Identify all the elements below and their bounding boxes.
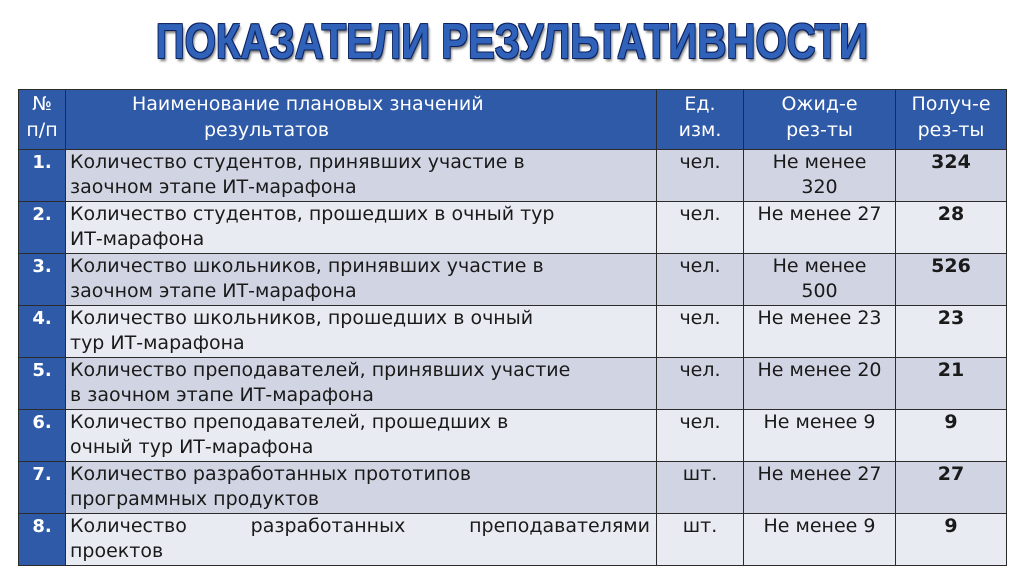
row-name: Количество преподавателей, принявших участие в заочном этапе ИТ-марафона [66,358,657,410]
row-number: 3. [19,254,66,306]
row-name: Количество разработанных преподавателями проектов [66,514,657,566]
row-name: Количество разработанных прототипов программных продуктов [66,462,657,514]
row-name: Количество школьников, прошедших в очный тур ИТ-марафона [66,306,657,358]
row-unit: шт. [657,514,744,566]
row-number: 2. [19,202,66,254]
row-received: 9 [896,410,1007,462]
page-title: ПОКАЗАТЕЛИ РЕЗУЛЬТАТИВНОСТИ [155,15,869,69]
header-received: Получ-е рез-ты [896,90,1007,150]
header-num: № п/п [19,90,66,150]
row-received: 28 [896,202,1007,254]
table-row [19,254,1007,306]
row-name: Количество преподавателей, прошедших в очный тур ИТ-марафона [66,410,657,462]
table-row [19,514,1007,566]
table-row [19,410,1007,462]
table-row [19,202,1007,254]
row-unit: чел. [657,358,744,410]
row-number: 5. [19,358,66,410]
row-expected: Не менее 20 [744,358,896,410]
row-number: 4. [19,306,66,358]
row-unit: чел. [657,254,744,306]
row-name: Количество школьников, принявших участие в заочном этапе ИТ-марафона [66,254,657,306]
table-row [19,150,1007,202]
header-name: Наименование плановых значений результатов [66,90,657,150]
row-unit: чел. [657,202,744,254]
row-received: 526 [896,254,1007,306]
row-expected: Не менее 9 [744,410,896,462]
row-received: 27 [896,462,1007,514]
row-number: 1. [19,150,66,202]
row-number: 6. [19,410,66,462]
row-unit: чел. [657,410,744,462]
row-expected: Не менее 23 [744,306,896,358]
row-number: 8. [19,514,66,566]
row-unit: чел. [657,306,744,358]
table-row [19,462,1007,514]
row-received: 324 [896,150,1007,202]
row-received: 21 [896,358,1007,410]
header-expected: Ожид-е рез-ты [744,90,896,150]
table-row [19,358,1007,410]
table-row [19,306,1007,358]
header-unit: Ед. изм. [657,90,744,150]
row-received: 9 [896,514,1007,566]
row-expected: Не менее 27 [744,202,896,254]
row-expected: Не менее 500 [744,254,896,306]
results-table [18,89,1007,566]
row-number: 7. [19,462,66,514]
row-expected: Не менее 9 [744,514,896,566]
row-unit: шт. [657,462,744,514]
row-name: Количество студентов, прошедших в очный тур ИТ-марафона [66,202,657,254]
row-received: 23 [896,306,1007,358]
row-name: Количество студентов, принявших участие в заочном этапе ИТ-марафона [66,150,657,202]
row-expected: Не менее 27 [744,462,896,514]
row-unit: чел. [657,150,744,202]
table-header-row [19,90,1007,150]
row-expected: Не менее 320 [744,150,896,202]
